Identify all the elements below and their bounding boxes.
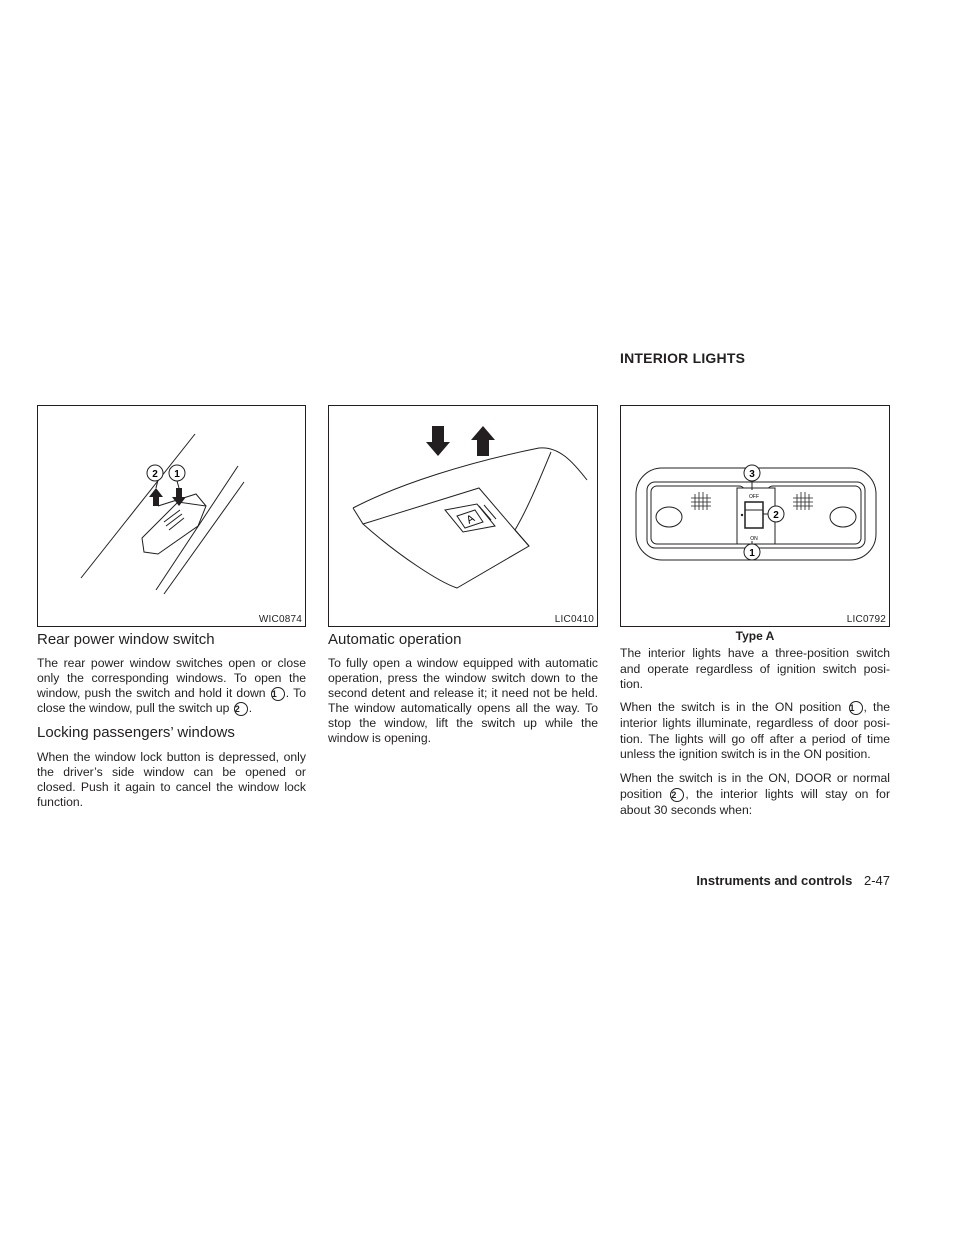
automatic-window-illustration — [329, 406, 599, 628]
paragraph-automatic-operation: To fully open a window equipped with automatic operation, press the window switch down to the second detent and release it; it need not be held. The window automatically opens all the way. To stop the window, lift the switch up while the window is opening. — [328, 656, 598, 745]
figure-code: LIC0792 — [846, 614, 886, 625]
rear-window-switch-illustration — [38, 406, 307, 628]
switch-label-off: OFF — [749, 494, 759, 500]
callout-1-inline: 1 — [271, 687, 285, 701]
paragraph-window-lock: When the window lock button is depressed, only the driver’s side window can be opened or closed. Push it again to cancel the window lock function. — [37, 750, 306, 809]
section-heading: INTERIOR LIGHTS — [620, 350, 746, 366]
interior-lights-illustration — [621, 406, 891, 628]
callout-1-inline: 1 — [849, 701, 863, 715]
heading-automatic-operation: Automatic operation — [328, 631, 462, 648]
paragraph-interior-lights-intro: The interior lights have a three-position switch and operate regardless of ignition switch posi- tion. — [620, 646, 890, 691]
callout-1: 1 — [174, 469, 180, 480]
svg-text:A: A — [464, 512, 477, 527]
callout-1: 1 — [749, 548, 755, 559]
footer-section-name: Instruments and controls — [696, 873, 853, 888]
heading-locking-passengers-windows: Locking passengers’ windows — [37, 724, 235, 741]
footer-page-number: 2-47 — [863, 873, 890, 888]
figure-automatic-operation — [328, 405, 598, 627]
paragraph-door-position: When the switch is in the ON, DOOR or normal position 2 , the interior lights will stay on for about 30 seconds when: — [620, 771, 891, 817]
paragraph-on-position: When the switch is in the ON position 1 , the interior lights illuminate, regardless of door posi- tion. The lights will go off after a period of time unless the ignition switch is in the ON position. — [620, 700, 890, 762]
switch-label-on: ON — [750, 536, 758, 542]
figure-code: LIC0410 — [554, 614, 594, 625]
callout-2: 2 — [773, 510, 779, 521]
heading-rear-power-window-switch: Rear power window switch — [37, 631, 215, 648]
callout-2-inline: 2 — [670, 788, 684, 802]
figure-caption: Type A — [735, 629, 775, 643]
callout-2: 2 — [152, 469, 158, 480]
figure-interior-lights — [620, 405, 890, 627]
page-footer — [696, 873, 890, 888]
callout-2-inline: 2 — [234, 702, 248, 716]
paragraph-rear-window: The rear power window switches open or close only the corresponding windows. To open the window, push the switch and hold it down 1 . To close the window, pull the switch up 2 . — [37, 656, 306, 715]
figure-code: WIC0874 — [258, 614, 302, 625]
callout-3: 3 — [749, 469, 755, 480]
figure-rear-window-switch — [37, 405, 306, 627]
